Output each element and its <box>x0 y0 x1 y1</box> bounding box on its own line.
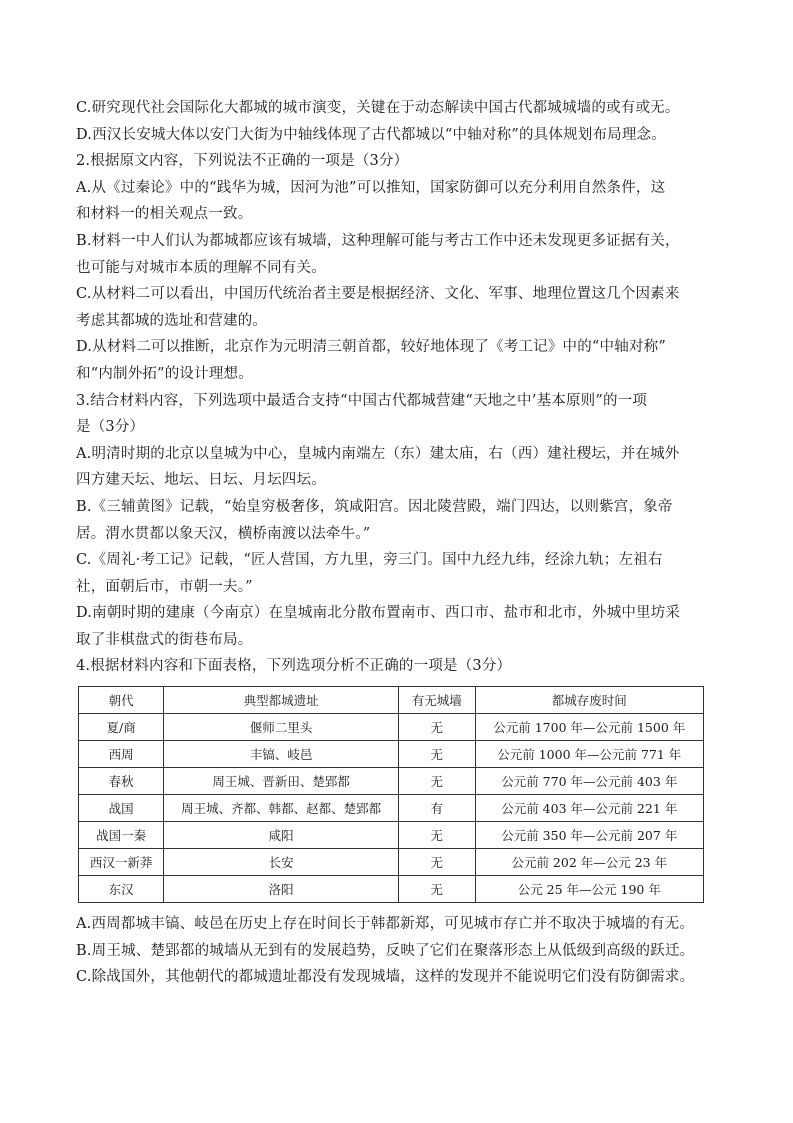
cell-capital-site: 偃师二里头 <box>164 714 399 741</box>
cell-has-wall: 有 <box>399 795 476 822</box>
cell-has-wall: 无 <box>399 741 476 768</box>
cell-period: 公元前 403 年—公元前 221 年 <box>475 795 703 822</box>
options-text-block <box>76 911 726 991</box>
text-line: C.除战国外，其他朝代的都城遗址都没有发现城墙，这样的发现并不能说明它们没有防御需求。 <box>76 969 695 986</box>
text-line: D.从材料二可以推断，北京作为元明清三朝首都，较好地体现了《考工记》中的“中轴对称” <box>76 339 666 356</box>
cell-period: 公元前 1000 年—公元前 771 年 <box>475 741 703 768</box>
capital-walls-table <box>78 686 704 903</box>
cell-period: 公元 25 年—公元 190 年 <box>475 876 703 903</box>
cell-period: 公元前 202 年—公元 23 年 <box>475 849 703 876</box>
cell-dynasty: 夏/商 <box>79 714 164 741</box>
text-line: B.材料一中人们认为都城都应该有城墙，这种理解可能与考古工作中还未发现更多证据有关， <box>76 232 680 249</box>
text-line: C.研究现代社会国际化大都城的城市演变，关键在于动态解读中国古代都城城墙的或有或无。 <box>76 100 680 116</box>
text-line: A.从《过秦论》中的“践华为城，因河为池”可以推知，国家防御可以充分利用自然条件，这 <box>76 179 666 196</box>
text-line: 也可能与对城市本质的理解不同有关。 <box>76 259 326 276</box>
text-line: D.南朝时期的建康（今南京）在皇城南北分散布置南市、西口市、盐市和北市，外城中里坊采 <box>76 605 681 622</box>
cell-capital-site: 丰镐、岐邑 <box>164 741 399 768</box>
text-line: 四方建天坛、地坛、日坛、月坛四坛。 <box>76 472 326 489</box>
text-line: D.西汉长安城大体以安门大街为中轴线体现了古代都城以“中轴对称”的具体规划布局理念。 <box>76 126 666 143</box>
cell-capital-site: 周王城、晋新田、楚郢都 <box>164 768 399 795</box>
text-line: 和材料一的相关观点一致。 <box>76 206 253 223</box>
cell-dynasty: 东汉 <box>79 876 164 903</box>
cell-period: 公元前 1700 年—公元前 1500 年 <box>475 714 703 741</box>
text-line: B.周王城、楚郢都的城墙从无到有的发展趋势，反映了它们在聚落形态上从低级到高级的跃迁。 <box>76 942 695 959</box>
cell-capital-site: 周王城、齐都、韩都、赵都、楚郢都 <box>164 795 399 822</box>
text-line: 和“内制外拓”的设计理想。 <box>76 365 253 382</box>
capital-table-wrapper <box>78 686 726 903</box>
table-header-row <box>79 687 704 714</box>
cell-capital-site: 洛阳 <box>164 876 399 903</box>
cell-capital-site: 长安 <box>164 849 399 876</box>
exam-page <box>76 95 726 991</box>
text-line: C.《周礼·考工记》记载，“匠人营国，方九里，旁三门。国中九经九纬，经涂九轨；左祖右 <box>76 552 663 569</box>
cell-has-wall: 无 <box>399 849 476 876</box>
text-line: A.明清时期的北京以皇城为中心，皇城内南端左（东）建太庙，右（西）建社稷坛，并在城外 <box>76 445 680 462</box>
text-line: A.西周都城丰镐、岐邑在历史上存在时间长于韩都新郑，可见城市存亡并不取决于城墙的有无。 <box>76 916 695 933</box>
cell-period: 公元前 770 年—公元前 403 年 <box>475 768 703 795</box>
cell-has-wall: 无 <box>399 822 476 849</box>
text-line: 3.结合材料内容，下列选项中最适合支持“中国古代都城营建“天地之中’基本原则”的一项 <box>76 392 648 409</box>
text-line: 取了非棋盘式的街巷布局。 <box>76 631 253 648</box>
cell-has-wall: 无 <box>399 876 476 903</box>
table-row <box>79 795 704 822</box>
header-period: 都城存废时间 <box>475 687 703 714</box>
text-line: 2.根据原文内容，下列说法不正确的一项是（3分） <box>76 153 409 170</box>
cell-dynasty: 春秋 <box>79 768 164 795</box>
cell-dynasty: 西周 <box>79 741 164 768</box>
header-has-wall: 有无城墙 <box>399 687 476 714</box>
text-line: B.《三辅黄图》记载，“始皇穷极奢侈，筑咸阳宫。因北陵营殿，端门四达，以则紫宫，象帝 <box>76 498 673 515</box>
cell-period: 公元前 350 年—公元前 207 年 <box>475 822 703 849</box>
text-line: 4.根据材料内容和下面表格，下列选项分析不正确的一项是（3分） <box>76 658 512 675</box>
table-row <box>79 714 704 741</box>
header-capital-site: 典型都城遗址 <box>164 687 399 714</box>
text-line: 居。渭水贯都以象天汉，横桥南渡以法牵牛。” <box>76 525 371 542</box>
cell-has-wall: 无 <box>399 768 476 795</box>
cell-capital-site: 咸阳 <box>164 822 399 849</box>
cell-dynasty: 西汉一新莽 <box>79 849 164 876</box>
question-text-block <box>76 95 726 680</box>
text-line: 考虑其都城的选址和营建的。 <box>76 312 268 329</box>
table-row <box>79 768 704 795</box>
table-row <box>79 741 704 768</box>
table-row <box>79 849 704 876</box>
cell-dynasty: 战国一秦 <box>79 822 164 849</box>
text-line: C.从材料二可以看出，中国历代统治者主要是根据经济、文化、军事、地理位置这几个因素来 <box>76 286 680 303</box>
cell-has-wall: 无 <box>399 714 476 741</box>
table-row <box>79 876 704 903</box>
text-line: 社，面朝后市，市朝一夫。” <box>76 578 253 595</box>
header-dynasty: 朝代 <box>79 687 164 714</box>
table-row <box>79 822 704 849</box>
text-line: 是（3分） <box>76 419 145 436</box>
cell-dynasty: 战国 <box>79 795 164 822</box>
